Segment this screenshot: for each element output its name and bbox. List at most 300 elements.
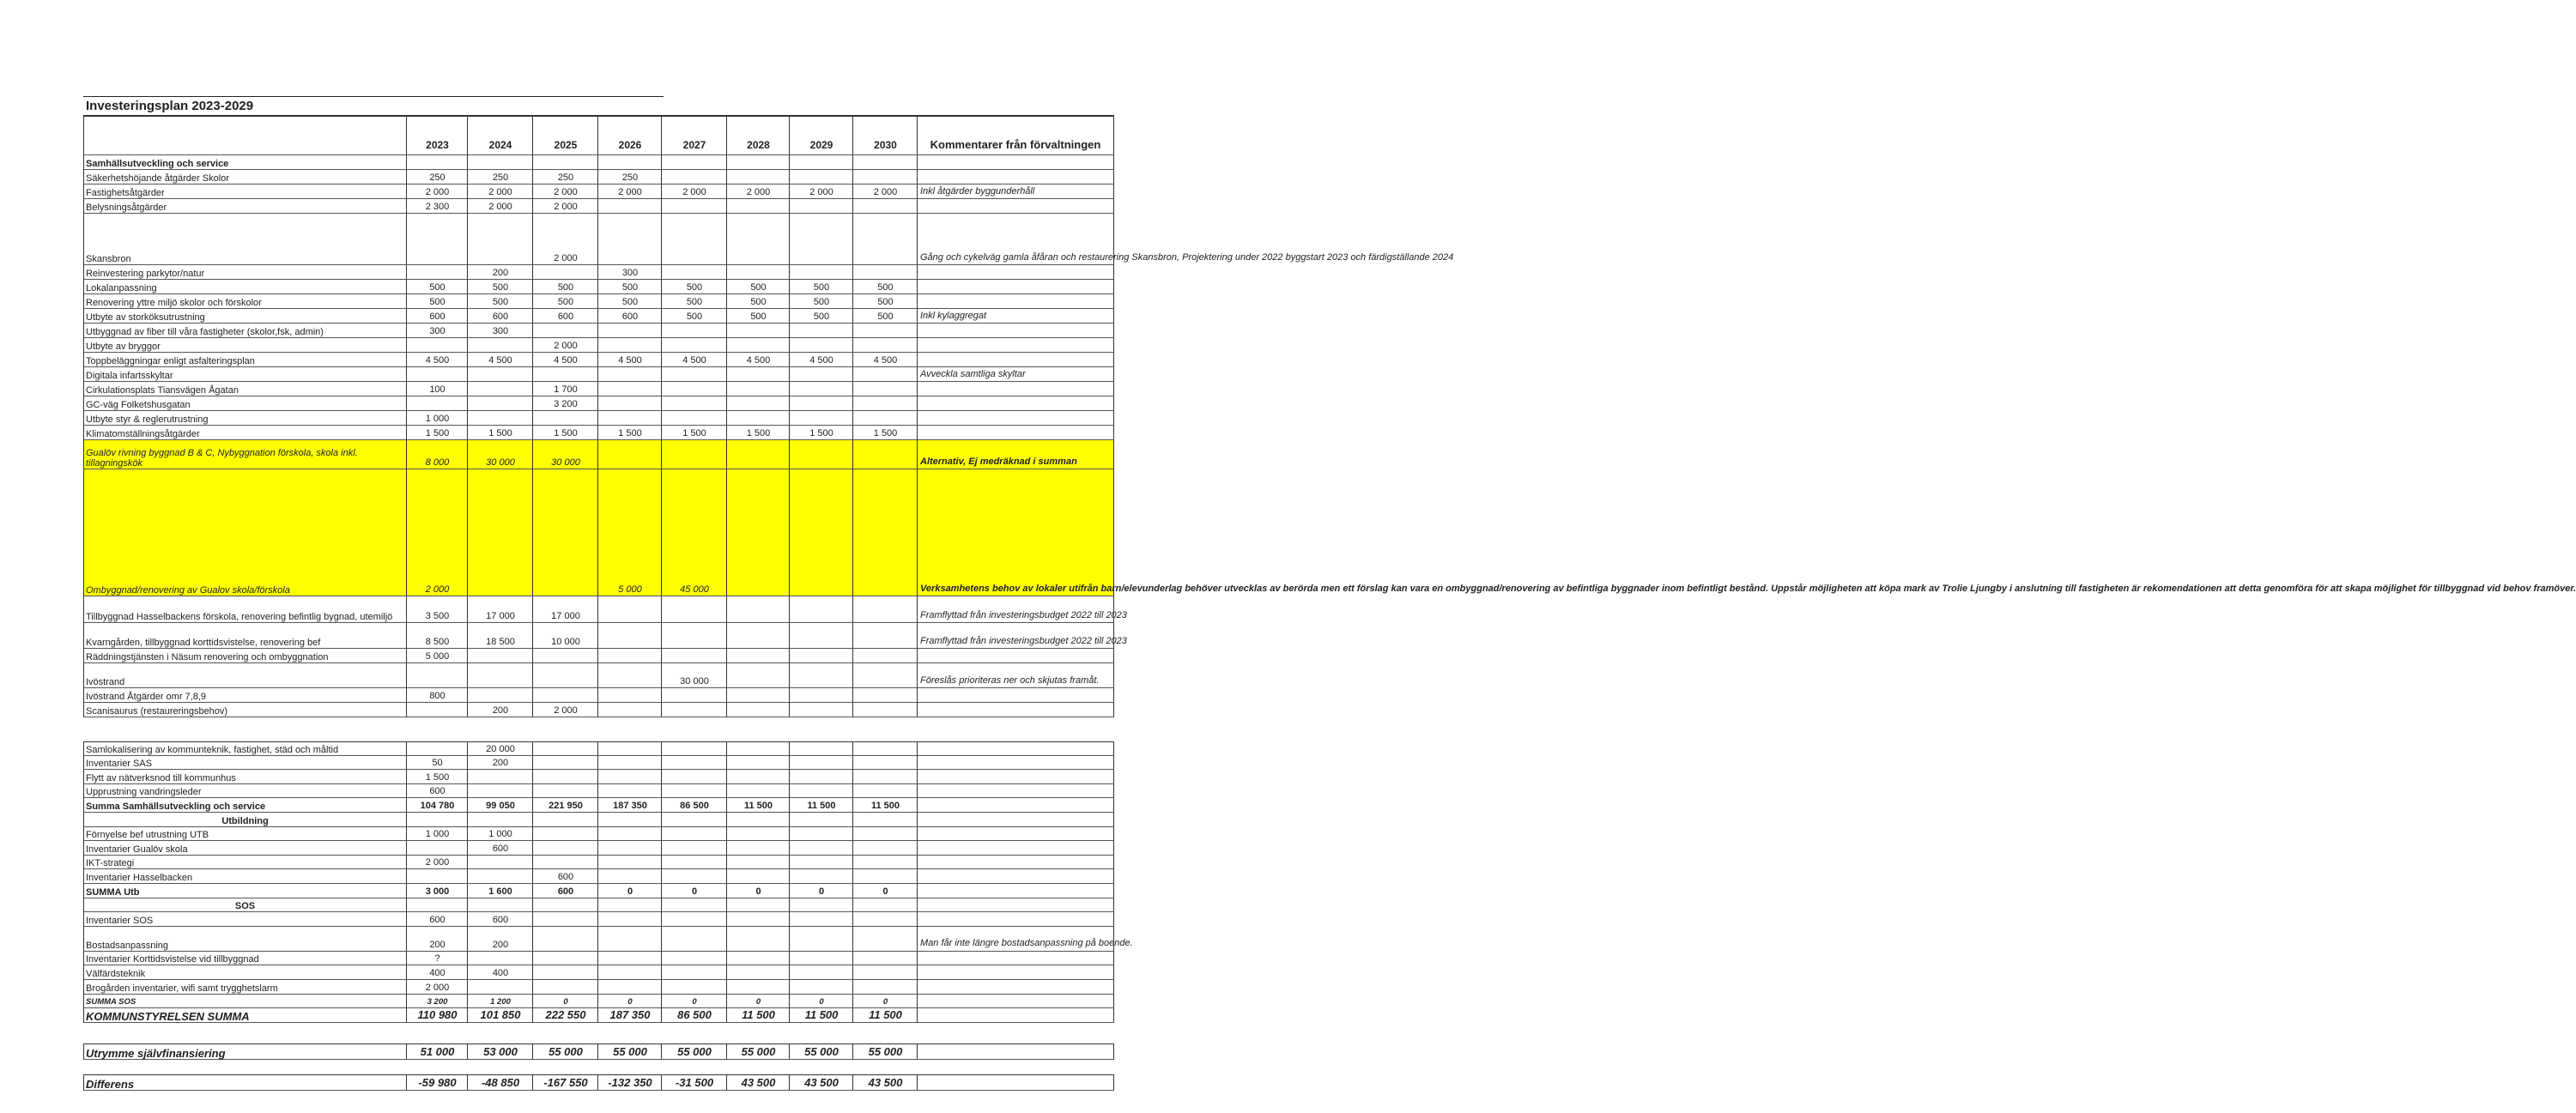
value-cell-2023 [406, 338, 468, 353]
table-row [83, 770, 1114, 784]
row-label: Differens [83, 1074, 406, 1091]
row-label: Inventarier Korttidsvistelse vid tillbyggnad [83, 952, 406, 966]
value-cell-2027 [661, 856, 727, 870]
value-cell-2026 [597, 440, 662, 469]
value-cell-2029 [789, 688, 853, 703]
comment-header: Kommentarer från förvaltningen [917, 115, 1114, 155]
sheet-title: Investeringsplan 2023-2029 [83, 96, 664, 115]
value-cell-2026: 2 000 [597, 184, 662, 199]
value-cell-2028 [726, 382, 790, 396]
value-cell-2029: 0 [789, 884, 853, 898]
value-cell-2029: 55 000 [789, 1043, 853, 1060]
table-row [83, 353, 1114, 367]
value-cell-2028: 2 000 [726, 184, 790, 199]
value-cell-2030 [852, 952, 918, 966]
comment-cell: Verksamhetens behov av lokaler utifrån barn/elevunderlag behöver utvecklas av berörda men ett förslag kan vara en ombyggnad/renovering av befintliga byggnader inom befintligt bestånd. Uppstår möjligheten att köpa mark av Trolie Ljungby i anslutning till fastigheten är rekomendationen att detta genomföra för att skapa möjlighet för tillbyggnad vid behov framöver. [917, 469, 1114, 596]
value-cell-2025 [532, 265, 598, 280]
table-row [83, 1008, 1114, 1023]
value-cell-2024: 99 050 [467, 798, 533, 813]
comment-cell [917, 426, 1114, 440]
table-row [83, 995, 1114, 1009]
value-cell-2023 [406, 898, 468, 913]
value-cell-2027 [661, 649, 727, 663]
value-cell-2025: 2 000 [532, 214, 598, 265]
value-cell-2029 [789, 927, 853, 952]
value-cell-2026 [597, 703, 662, 717]
value-cell-2030 [852, 324, 918, 338]
value-cell-2023: 3 500 [406, 596, 468, 623]
value-cell-2027: 45 000 [661, 469, 727, 596]
value-cell-2026: 187 350 [597, 798, 662, 813]
value-cell-2027: 500 [661, 294, 727, 309]
value-cell-2024: 200 [467, 756, 533, 771]
value-cell-2029 [789, 952, 853, 966]
row-label: Utbyggnad av fiber till våra fastigheter (skolor,fsk, admin) [83, 324, 406, 338]
value-cell-2025: 500 [532, 294, 598, 309]
value-cell-2030 [852, 367, 918, 382]
value-cell-2023: 3 200 [406, 995, 468, 1009]
row-label: Belysningsåtgärder [83, 199, 406, 214]
value-cell-2026 [597, 912, 662, 927]
value-cell-2023 [406, 396, 468, 411]
value-cell-2024: 20 000 [467, 741, 533, 756]
row-label: Räddningstjänsten i Näsum renovering och ombyggnation [83, 649, 406, 663]
value-cell-2024 [467, 338, 533, 353]
comment-cell [917, 770, 1114, 784]
row-label: Kvarngården, tillbyggnad korttidsvistelse, renovering bef [83, 623, 406, 649]
value-cell-2029 [789, 382, 853, 396]
value-cell-2023: 1 000 [406, 411, 468, 426]
value-cell-2027 [661, 382, 727, 396]
value-cell-2030 [852, 338, 918, 353]
value-cell-2023 [406, 813, 468, 827]
comment-cell [917, 382, 1114, 396]
value-cell-2028 [726, 688, 790, 703]
comment-cell [917, 649, 1114, 663]
value-cell-2029 [789, 912, 853, 927]
table-row [83, 338, 1114, 353]
comment-cell [917, 813, 1114, 827]
value-cell-2027 [661, 688, 727, 703]
value-cell-2027: 500 [661, 309, 727, 324]
value-cell-2026 [597, 813, 662, 827]
table-row [83, 965, 1114, 980]
value-cell-2023: 300 [406, 324, 468, 338]
row-label: Utrymme självfinansiering [83, 1043, 406, 1060]
row-label: Digitala infartsskyltar [83, 367, 406, 382]
value-cell-2028 [726, 980, 790, 995]
value-cell-2024: 200 [467, 703, 533, 717]
value-cell-2028 [726, 741, 790, 756]
value-cell-2030: 1 500 [852, 426, 918, 440]
value-cell-2029 [789, 214, 853, 265]
table-row [83, 199, 1114, 214]
comment-cell [917, 884, 1114, 898]
value-cell-2027 [661, 155, 727, 170]
value-cell-2025 [532, 856, 598, 870]
value-cell-2028 [726, 770, 790, 784]
comment-cell: Man får inte längre bostadsanpassning på boende. [917, 927, 1114, 952]
table-row [83, 469, 2576, 596]
table-row [83, 411, 1114, 426]
table-row [83, 798, 1114, 813]
value-cell-2024: 4 500 [467, 353, 533, 367]
value-cell-2023: 4 500 [406, 353, 468, 367]
value-cell-2024: 1 600 [467, 884, 533, 898]
value-cell-2030 [852, 155, 918, 170]
table-row [83, 827, 1114, 842]
table-row [83, 184, 1114, 199]
value-cell-2029 [789, 623, 853, 649]
row-label: Förnyelse bef utrustning UTB [83, 827, 406, 842]
value-cell-2027 [661, 980, 727, 995]
value-cell-2028 [726, 703, 790, 717]
comment-cell: Gång och cykelväg gamla åfåran och restaurering Skansbron, Projektering under 2022 byggstart 2023 och färdigställande 2024 [917, 214, 1114, 265]
value-cell-2024 [467, 813, 533, 827]
comment-cell [917, 980, 1114, 995]
value-cell-2030 [852, 898, 918, 913]
value-cell-2027 [661, 367, 727, 382]
value-cell-2029 [789, 841, 853, 856]
value-cell-2027 [661, 396, 727, 411]
table-row [83, 440, 1114, 469]
row-label: IKT-strategi [83, 856, 406, 870]
value-cell-2029 [789, 703, 853, 717]
value-cell-2029: 500 [789, 309, 853, 324]
value-cell-2024 [467, 980, 533, 995]
table-row [83, 294, 1114, 309]
row-label: Utbyte av storköksutrustning [83, 309, 406, 324]
row-label: Samlokalisering av kommunteknik, fastighet, städ och måltid [83, 741, 406, 756]
value-cell-2026 [597, 741, 662, 756]
year-header-2029: 2029 [789, 115, 853, 155]
value-cell-2030: 500 [852, 294, 918, 309]
value-cell-2030: 4 500 [852, 353, 918, 367]
value-cell-2028 [726, 623, 790, 649]
value-cell-2025 [532, 784, 598, 799]
value-cell-2024: 600 [467, 841, 533, 856]
comment-cell [917, 199, 1114, 214]
value-cell-2023: 8 500 [406, 623, 468, 649]
value-cell-2027 [661, 827, 727, 842]
value-cell-2025: 4 500 [532, 353, 598, 367]
value-cell-2029 [789, 756, 853, 771]
value-cell-2025 [532, 663, 598, 688]
value-cell-2026: 4 500 [597, 353, 662, 367]
value-cell-2028 [726, 663, 790, 688]
value-cell-2027: 1 500 [661, 426, 727, 440]
value-cell-2030 [852, 688, 918, 703]
row-label: Gualöv rivning byggnad B & C, Nybyggnation förskola, skola inkl. tillagningskök [83, 440, 406, 469]
value-cell-2029 [789, 663, 853, 688]
comment-cell [917, 1008, 1114, 1023]
value-cell-2025: 222 550 [532, 1008, 598, 1023]
value-cell-2024: 200 [467, 927, 533, 952]
value-cell-2028 [726, 214, 790, 265]
value-cell-2026: 600 [597, 309, 662, 324]
row-label: Skansbron [83, 214, 406, 265]
value-cell-2030 [852, 214, 918, 265]
value-cell-2028 [726, 898, 790, 913]
value-cell-2023 [406, 663, 468, 688]
row-label: Samhällsutveckling och service [83, 155, 406, 170]
row-label: Inventarier Hasselbacken [83, 869, 406, 884]
table-row [83, 1043, 1114, 1060]
value-cell-2024 [467, 952, 533, 966]
value-cell-2028: 11 500 [726, 1008, 790, 1023]
value-cell-2025: 1 500 [532, 426, 598, 440]
value-cell-2024: 17 000 [467, 596, 533, 623]
value-cell-2025 [532, 965, 598, 980]
value-cell-2024: 300 [467, 324, 533, 338]
value-cell-2024: 600 [467, 912, 533, 927]
table-row [83, 741, 1114, 756]
value-cell-2030: 500 [852, 309, 918, 324]
value-cell-2023: 2 000 [406, 184, 468, 199]
value-cell-2023: 1 000 [406, 827, 468, 842]
value-cell-2026 [597, 411, 662, 426]
value-cell-2028 [726, 813, 790, 827]
comment-cell [917, 869, 1114, 884]
value-cell-2024: 1 000 [467, 827, 533, 842]
value-cell-2026 [597, 382, 662, 396]
value-cell-2023: 2 000 [406, 980, 468, 995]
table-row [83, 596, 1127, 623]
comment-cell [917, 1074, 1114, 1091]
value-cell-2024 [467, 367, 533, 382]
value-cell-2024 [467, 396, 533, 411]
value-cell-2025: 17 000 [532, 596, 598, 623]
value-cell-2025: 3 200 [532, 396, 598, 411]
row-label: Inventarier Gualöv skola [83, 841, 406, 856]
value-cell-2028 [726, 965, 790, 980]
value-cell-2026 [597, 199, 662, 214]
header-label [83, 115, 406, 155]
value-cell-2029 [789, 869, 853, 884]
value-cell-2025 [532, 367, 598, 382]
year-header-2024: 2024 [467, 115, 533, 155]
comment-cell: Alternativ, Ej medräknad i summan [917, 440, 1114, 469]
table-row [83, 703, 1114, 717]
value-cell-2029 [789, 396, 853, 411]
row-label: Fastighetsåtgärder [83, 184, 406, 199]
value-cell-2027: 500 [661, 280, 727, 294]
value-cell-2027 [661, 199, 727, 214]
comment-cell: Inkl åtgärder byggunderhåll [917, 184, 1114, 199]
value-cell-2029 [789, 469, 853, 596]
year-header-2026: 2026 [597, 115, 662, 155]
value-cell-2024: 500 [467, 294, 533, 309]
row-label: Upprustning vandringsleder [83, 784, 406, 799]
value-cell-2024: 600 [467, 309, 533, 324]
value-cell-2028 [726, 324, 790, 338]
value-cell-2029 [789, 338, 853, 353]
comment-cell [917, 995, 1114, 1009]
value-cell-2024 [467, 411, 533, 426]
row-label: Reinvestering parkytor/natur [83, 265, 406, 280]
row-label: Ivöstrand [83, 663, 406, 688]
value-cell-2029: 43 500 [789, 1074, 853, 1091]
row-label: SUMMA SOS [83, 995, 406, 1009]
year-header-2030: 2030 [852, 115, 918, 155]
value-cell-2023: 1 500 [406, 426, 468, 440]
value-cell-2030 [852, 440, 918, 469]
value-cell-2026: 250 [597, 170, 662, 184]
value-cell-2030 [852, 265, 918, 280]
comment-cell [917, 688, 1114, 703]
row-label: Cirkulationsplats Tiansvägen Ågatan [83, 382, 406, 396]
value-cell-2023: 100 [406, 382, 468, 396]
value-cell-2025 [532, 813, 598, 827]
value-cell-2030 [852, 770, 918, 784]
comment-cell: Föreslås prioriteras ner och skjutas framåt. [917, 663, 1114, 688]
value-cell-2030 [852, 756, 918, 771]
value-cell-2024: 53 000 [467, 1043, 533, 1060]
table-row [83, 280, 1114, 294]
table-row [83, 265, 1114, 280]
value-cell-2024: -48 850 [467, 1074, 533, 1091]
value-cell-2028: 1 500 [726, 426, 790, 440]
value-cell-2030 [852, 623, 918, 649]
value-cell-2025 [532, 827, 598, 842]
table-row [83, 367, 1114, 382]
value-cell-2025: 600 [532, 869, 598, 884]
value-cell-2023 [406, 841, 468, 856]
value-cell-2028 [726, 869, 790, 884]
value-cell-2027 [661, 770, 727, 784]
value-cell-2027 [661, 927, 727, 952]
value-cell-2027 [661, 841, 727, 856]
value-cell-2028 [726, 469, 790, 596]
value-cell-2028 [726, 912, 790, 927]
value-cell-2025 [532, 770, 598, 784]
row-label: Säkerhetshöjande åtgärder Skolor [83, 170, 406, 184]
value-cell-2029 [789, 770, 853, 784]
comment-cell [917, 294, 1114, 309]
value-cell-2023: 500 [406, 294, 468, 309]
comment-cell: Inkl kylaggregat [917, 309, 1114, 324]
value-cell-2027: 0 [661, 884, 727, 898]
value-cell-2027 [661, 703, 727, 717]
value-cell-2030 [852, 411, 918, 426]
table-row [83, 884, 1114, 898]
table-row [83, 649, 1114, 663]
value-cell-2025 [532, 756, 598, 771]
value-cell-2029: 0 [789, 995, 853, 1009]
comment-cell: Avveckla samtliga skyltar [917, 367, 1114, 382]
value-cell-2024: 18 500 [467, 623, 533, 649]
table-row [83, 663, 1114, 688]
value-cell-2028 [726, 367, 790, 382]
value-cell-2029 [789, 367, 853, 382]
value-cell-2023: 400 [406, 965, 468, 980]
value-cell-2029 [789, 827, 853, 842]
comment-cell [917, 703, 1114, 717]
value-cell-2026: 500 [597, 280, 662, 294]
row-label: SUMMA Utb [83, 884, 406, 898]
value-cell-2026 [597, 756, 662, 771]
value-cell-2029 [789, 265, 853, 280]
value-cell-2027: 55 000 [661, 1043, 727, 1060]
value-cell-2029 [789, 784, 853, 799]
table-row [83, 784, 1114, 799]
comment-cell [917, 912, 1114, 927]
value-cell-2025 [532, 841, 598, 856]
comment-cell [917, 841, 1114, 856]
value-cell-2024: 2 000 [467, 184, 533, 199]
value-cell-2025: 250 [532, 170, 598, 184]
row-label: Inventarier SAS [83, 756, 406, 771]
value-cell-2025: 55 000 [532, 1043, 598, 1060]
value-cell-2026 [597, 827, 662, 842]
value-cell-2025 [532, 927, 598, 952]
value-cell-2030 [852, 927, 918, 952]
value-cell-2027: 86 500 [661, 798, 727, 813]
value-cell-2023: -59 980 [406, 1074, 468, 1091]
value-cell-2025 [532, 649, 598, 663]
value-cell-2025 [532, 952, 598, 966]
value-cell-2026 [597, 324, 662, 338]
value-cell-2023: 500 [406, 280, 468, 294]
value-cell-2028: 500 [726, 309, 790, 324]
value-cell-2024: 500 [467, 280, 533, 294]
value-cell-2030: 2 000 [852, 184, 918, 199]
value-cell-2027 [661, 952, 727, 966]
value-cell-2026: 0 [597, 884, 662, 898]
value-cell-2027 [661, 623, 727, 649]
value-cell-2025: 2 000 [532, 338, 598, 353]
value-cell-2028: 43 500 [726, 1074, 790, 1091]
value-cell-2029 [789, 649, 853, 663]
value-cell-2023: 250 [406, 170, 468, 184]
value-cell-2023 [406, 869, 468, 884]
year-header-2023: 2023 [406, 115, 468, 155]
value-cell-2023: 104 780 [406, 798, 468, 813]
value-cell-2023: 2 000 [406, 469, 468, 596]
value-cell-2029: 500 [789, 280, 853, 294]
value-cell-2028 [726, 827, 790, 842]
value-cell-2030: 11 500 [852, 1008, 918, 1023]
row-label: Inventarier SOS [83, 912, 406, 927]
row-label: Toppbeläggningar enligt asfalteringsplan [83, 353, 406, 367]
table-row [83, 396, 1114, 411]
value-cell-2026: 300 [597, 265, 662, 280]
row-label: Scanisaurus (restaureringsbehov) [83, 703, 406, 717]
value-cell-2023: 600 [406, 912, 468, 927]
value-cell-2027 [661, 596, 727, 623]
value-cell-2026 [597, 770, 662, 784]
value-cell-2027 [661, 965, 727, 980]
value-cell-2025: 1 700 [532, 382, 598, 396]
table-row [83, 980, 1114, 995]
table-row [83, 898, 1114, 913]
value-cell-2028 [726, 952, 790, 966]
value-cell-2026: 187 350 [597, 1008, 662, 1023]
value-cell-2026 [597, 649, 662, 663]
value-cell-2029 [789, 741, 853, 756]
row-label: Lokalanpassning [83, 280, 406, 294]
value-cell-2030 [852, 703, 918, 717]
value-cell-2028 [726, 411, 790, 426]
value-cell-2023: 200 [406, 927, 468, 952]
value-cell-2030 [852, 784, 918, 799]
value-cell-2023: 110 980 [406, 1008, 468, 1023]
comment-cell [917, 784, 1114, 799]
value-cell-2024 [467, 649, 533, 663]
value-cell-2028: 0 [726, 884, 790, 898]
value-cell-2028 [726, 596, 790, 623]
value-cell-2030 [852, 827, 918, 842]
